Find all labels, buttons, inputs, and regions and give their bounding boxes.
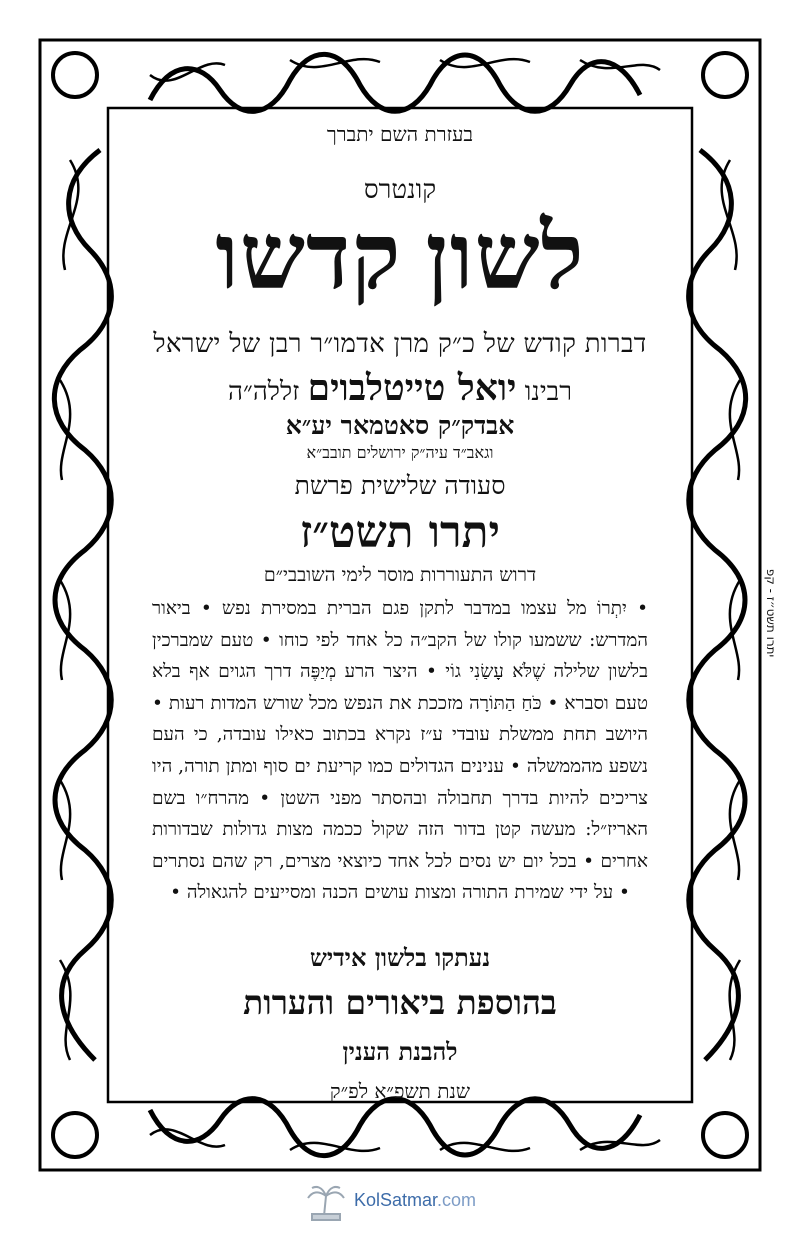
occasion-line: סעודה שלישית פרשת bbox=[294, 471, 506, 500]
rabbi-name-row bbox=[150, 367, 650, 409]
rabbi-name: יואל טייטלבוים bbox=[307, 367, 517, 409]
understanding-subheading: להבנת הענין bbox=[342, 1036, 458, 1066]
logo-brand: KolSatmar bbox=[354, 1190, 438, 1210]
translation-note: נעתקו בלשון אידיש bbox=[309, 942, 491, 972]
logo-text bbox=[354, 1190, 476, 1211]
booklet-label: קונטרס bbox=[363, 175, 437, 205]
side-page-label: יתרו תשט״ז - קפ bbox=[764, 568, 778, 658]
palm-tree-logo-icon bbox=[304, 1182, 348, 1222]
rabbi-prefix: רבינו bbox=[524, 377, 572, 407]
rabbi-title-jerusalem: וגאב״ד עיה״ק ירושלים תובב״א bbox=[306, 443, 494, 462]
rabbi-suffix: זללה״ה bbox=[228, 377, 300, 407]
drush-subtitle: דרוש התעוררות מוסר לימי השובבי״ם bbox=[263, 564, 537, 586]
publication-year: שנת תשפ״א לפ״ק bbox=[329, 1078, 471, 1103]
logo-tld: .com bbox=[437, 1190, 477, 1210]
additions-heading: בהוספת ביאורים והערות bbox=[243, 982, 557, 1022]
page-title: לשון קדשו bbox=[215, 206, 585, 308]
rabbi-title-satmar: אבדק״ק סאטמאר יע״א bbox=[285, 411, 515, 440]
contents-summary: • יִתְרוֹ מל עצמו במדבר לתקן פגם הברית במסירת נפש • ביאור המדרש: ששמעו קולו של הקב״ה כל אחד לפי כוחו • טעם שמברכין בלשון שלילה שֶׁלֹּא עָשַׂנִי גוֹי • היצר הרע מְיַפֶּה דרך הגוים אף בלא טעם וסברא • כֹּחַ הַתּוֹרָה מזככת את הנפש מכל שורש המדות רעות • היושב תחת ממשלת עובדי ע״ז נקרא בכתוב כאילו עובדה, כי העם נשפע מהממשלה • ענינים הגדולים כמו קריעת ים סוף ומתן תורה, היו צריכים להיות בדרך תחבולה ובהסתר מפני השטן • מהרח״ו בשם האריז״ל: מעשה קטן בדור הזה שקול ככמה מצות גדולות שבדורות אחרים • בכל יום יש נסים לכל אחד כיוצאי מצרים, רק שהם נסתרים • על ידי שמירת התורה ומצות עושים הכנה ומסייעים להגאולה • bbox=[152, 598, 648, 904]
kolsatmar-logo[interactable] bbox=[300, 1180, 510, 1224]
rabbi-words-line: דברות קודש של כ״ק מרן אדמו״ר רבן של ישראל bbox=[153, 329, 647, 359]
invocation: בעזרת השם יתברך bbox=[326, 122, 474, 146]
title-page bbox=[150, 118, 650, 1104]
parsha-heading: יתרו תשט״ז bbox=[299, 507, 501, 558]
